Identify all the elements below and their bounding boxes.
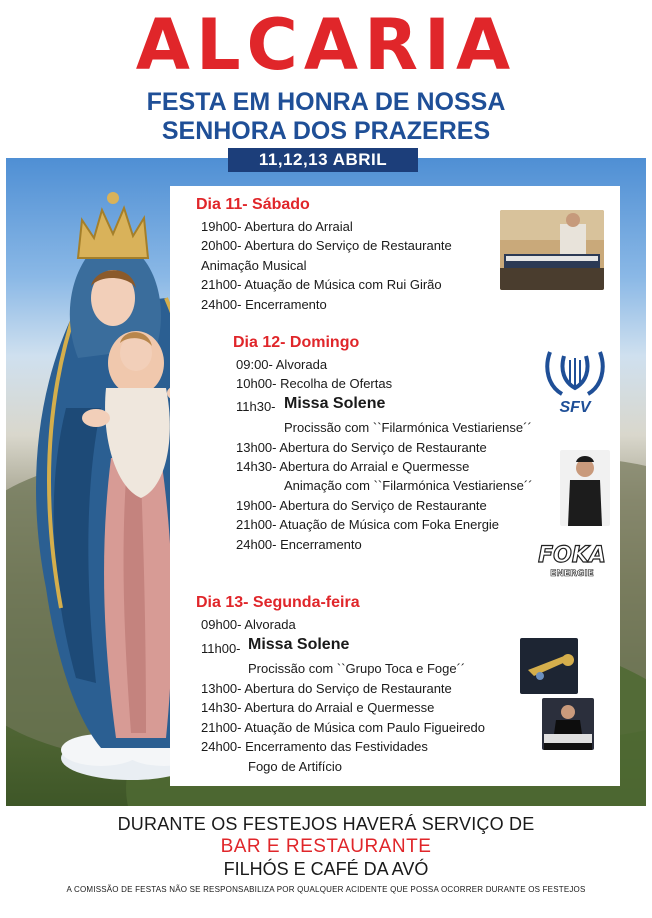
day-12-item: 21h00- Atuação de Música com Foka Energie — [236, 517, 500, 532]
day-12-item: 14h30- Abertura do Arraial e Quermesse — [236, 459, 470, 474]
footer-line2: BAR E RESTAURANTE — [220, 836, 432, 857]
day-13-item: 13h00- Abertura do Serviço de Restaurante — [201, 681, 452, 696]
day-12-item: 24h00- Encerramento — [236, 537, 362, 552]
foka-energie-logo — [526, 538, 618, 582]
day-13-missa-solene: Missa Solene — [248, 636, 350, 653]
day-12-item: 10h00- Recolha de Ofertas — [236, 376, 393, 391]
band-logo-text: SFV — [559, 399, 591, 416]
day-13-item-time: 11h00- — [201, 641, 241, 656]
day-13-item: 24h00- Encerramento das Festividades — [201, 739, 428, 754]
foka-logo-sub: ENERGIE — [550, 569, 594, 579]
paulo-figueiredo-photo — [542, 698, 594, 750]
day-11-item: 21h00- Atuação de Música com Rui Girão — [201, 277, 442, 292]
day-11-item: 19h00- Abertura do Arraial — [201, 219, 353, 234]
dates-badge: 11,12,13 ABRIL — [228, 148, 418, 172]
toca-e-foge-logo — [520, 638, 578, 694]
filarmonica-lyre-logo — [542, 344, 608, 418]
day-11-item: 24h00- Encerramento — [201, 297, 327, 312]
day-13-item: 14h30- Abertura do Arraial e Quermesse — [201, 700, 435, 715]
day-13-item: 09h00- Alvorada — [201, 617, 296, 632]
poster-subtitle-line2: SENHORA DOS PRAZERES — [161, 117, 491, 145]
day-12-missa-solene: Missa Solene — [284, 395, 386, 412]
footer-line3: FILHÓS E CAFÉ DA AVÓ — [223, 859, 429, 879]
footer-box — [6, 806, 646, 908]
program-panel — [170, 186, 620, 786]
poster-subtitle-line1: FESTA EM HONRA DE NOSSA — [146, 88, 506, 116]
foka-energie-photo — [560, 450, 610, 526]
footer-line1: DURANTE OS FESTEJOS HAVERÁ SERVIÇO DE — [117, 814, 535, 834]
day-13-item: Procissão com ``Grupo Toca e Foge´´ — [248, 661, 466, 676]
day-12-item: 19h00- Abertura do Serviço de Restaurante — [236, 498, 487, 513]
day-12-item: Animação com ``Filarmónica Vestiariense´´ — [284, 478, 533, 493]
day-11-item: 20h00- Abertura do Serviço de Restaurante — [201, 238, 452, 253]
day-13-item: 21h00- Atuação de Música com Paulo Figueiredo — [201, 720, 486, 735]
day-11-item: Animação Musical — [201, 258, 307, 273]
day-12-item-time: 11h30- — [236, 399, 276, 414]
day-12-heading: Dia 12- Domingo — [233, 334, 360, 351]
poster-title: ALCARIA — [135, 4, 517, 86]
musician-keyboard-photo — [500, 210, 604, 290]
day-12-item: Procissão com ``Filarmónica Vestiariense´´ — [284, 420, 532, 435]
day-12-item: 13h00- Abertura do Serviço de Restaurante — [236, 440, 487, 455]
day-13-item: Fogo de Artifício — [248, 759, 342, 774]
day-11-heading: Dia 11- Sábado — [196, 196, 310, 213]
day-13-heading: Dia 13- Segunda-feira — [196, 594, 360, 611]
day-12-item: 09:00- Alvorada — [236, 357, 328, 372]
footer-disclaimer: A COMISSÃO DE FESTAS NÃO SE RESPONSABILIZA POR QUALQUER ACIDENTE QUE POSSA OCORRER DURANTE OS FESTEJOS — [66, 885, 586, 894]
foka-logo-text: FOKA — [538, 543, 606, 568]
